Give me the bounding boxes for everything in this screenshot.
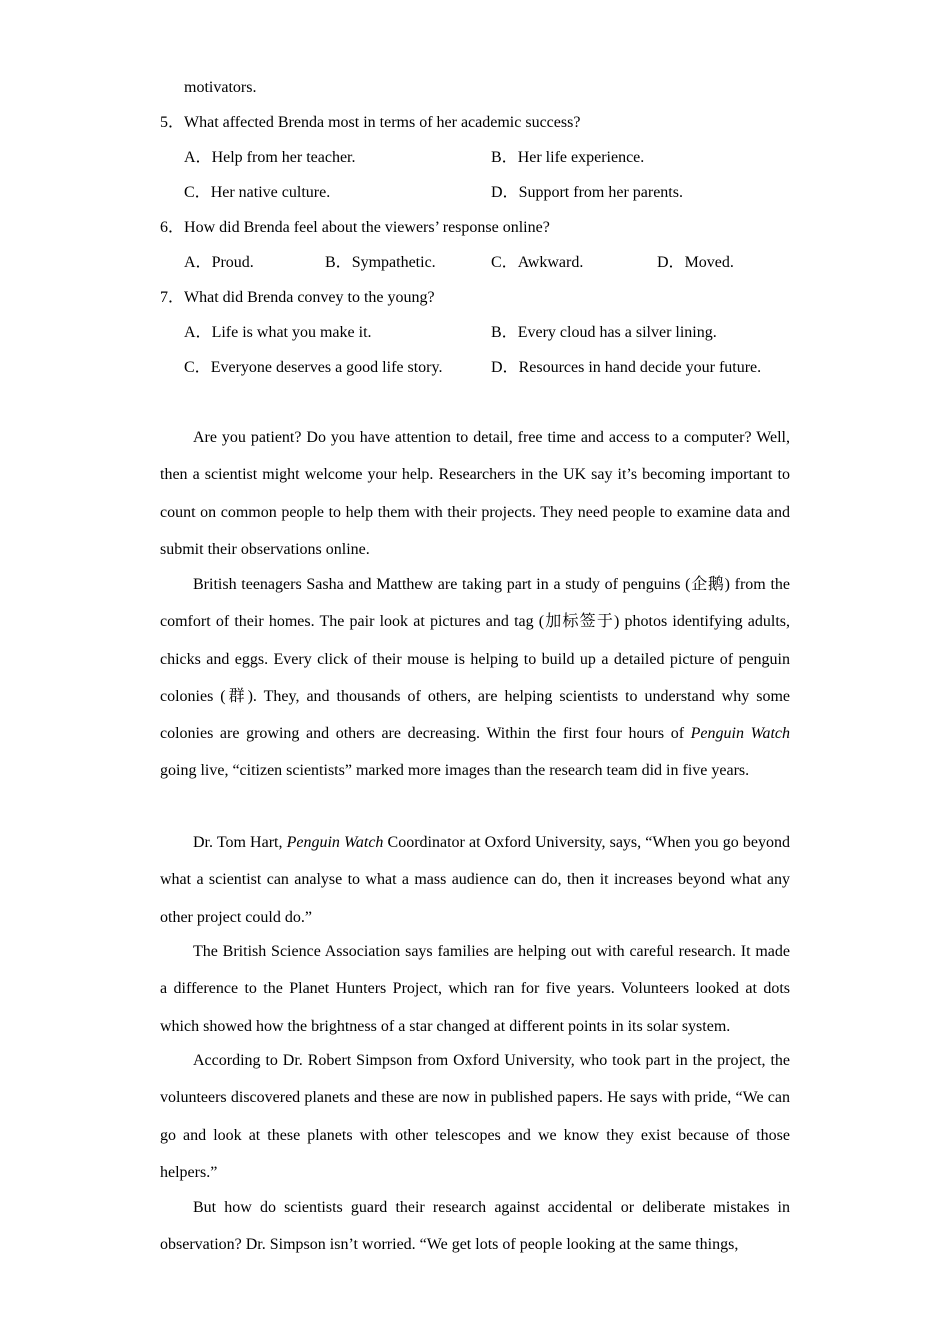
option-6c: C．Awkward. bbox=[491, 254, 584, 271]
option-7c: C．Everyone deserves a good life story. bbox=[184, 359, 443, 376]
option-7a: A．Life is what you make it. bbox=[184, 324, 372, 341]
question-7 bbox=[160, 288, 435, 308]
question-number: 6． bbox=[160, 219, 185, 236]
question-6 bbox=[160, 218, 550, 238]
question-text: What affected Brenda most in terms of her academic success? bbox=[184, 114, 581, 131]
passage-paragraph-4: The British Science Association says families are helping out with careful research. It made a difference to the Planet Hunters Project, which ran for five years. Volunteers looked at dots which showed how the brightness of a star changed at different points in its solar system. bbox=[160, 943, 790, 1035]
option-5c: C．Her native culture. bbox=[184, 184, 331, 201]
option-5b: B．Her life experience. bbox=[491, 149, 645, 166]
question-text: What did Brenda convey to the young? bbox=[184, 289, 435, 306]
passage-paragraph-2: British teenagers Sasha and Matthew are taking part in a study of penguins (企鹅) from the comfort of their homes. The pair look at pictures and tag (加标签于) photos identifying adults, chicks and eggs. Every click of their mouse is helping to build up a detailed picture of penguin colonies (群). They, and thousands of others, are helping scientists to understand why some colonies are growing and others are decreasing. Within the first four hours of Penguin Watch going live, “citizen scientists” marked more images than the research team did in five years. bbox=[160, 576, 790, 780]
option-7d: D．Resources in hand decide your future. bbox=[491, 359, 762, 376]
top-fragment: motivators. bbox=[184, 79, 257, 96]
option-6a: A．Proud. bbox=[184, 254, 254, 271]
italic-title: Penguin Watch bbox=[690, 725, 790, 743]
option-6d: D．Moved. bbox=[657, 254, 734, 271]
passage-paragraph-6: But how do scientists guard their research against accidental or deliberate mistakes in observation? Dr. Simpson isn’t worried. “We get lots of people looking at the same things, bbox=[160, 1199, 790, 1254]
passage-paragraph-5: According to Dr. Robert Simpson from Oxford University, who took part in the project, the volunteers discovered planets and these are now in published papers. He says with pride, “We can go and look at these planets with other telescopes and we know they exist because of those helpers.” bbox=[160, 1052, 790, 1181]
option-5a: A．Help from her teacher. bbox=[184, 149, 356, 166]
passage-paragraph-1: Are you patient? Do you have attention to detail, free time and access to a computer? Well, then a scientist might welcome your help. Researchers in the UK say it’s becoming important to count on common people to help them with their projects. They need people to examine data and submit their observations online. bbox=[160, 429, 790, 558]
question-number: 5． bbox=[160, 114, 185, 131]
question-number: 7． bbox=[160, 289, 185, 306]
question-5 bbox=[160, 113, 580, 133]
question-text: How did Brenda feel about the viewers’ response online? bbox=[184, 219, 550, 236]
passage-paragraph-3: Dr. Tom Hart, Penguin Watch Coordinator at Oxford University, says, “When you go beyond what a scientist can analyse to what a mass audience can do, then it increases beyond what any other project could do.” bbox=[160, 834, 791, 926]
italic-title: Penguin Watch bbox=[286, 834, 384, 851]
option-6b: B．Sympathetic. bbox=[325, 254, 436, 271]
option-5d: D．Support from her parents. bbox=[491, 184, 683, 201]
option-7b: B．Every cloud has a silver lining. bbox=[491, 324, 717, 341]
